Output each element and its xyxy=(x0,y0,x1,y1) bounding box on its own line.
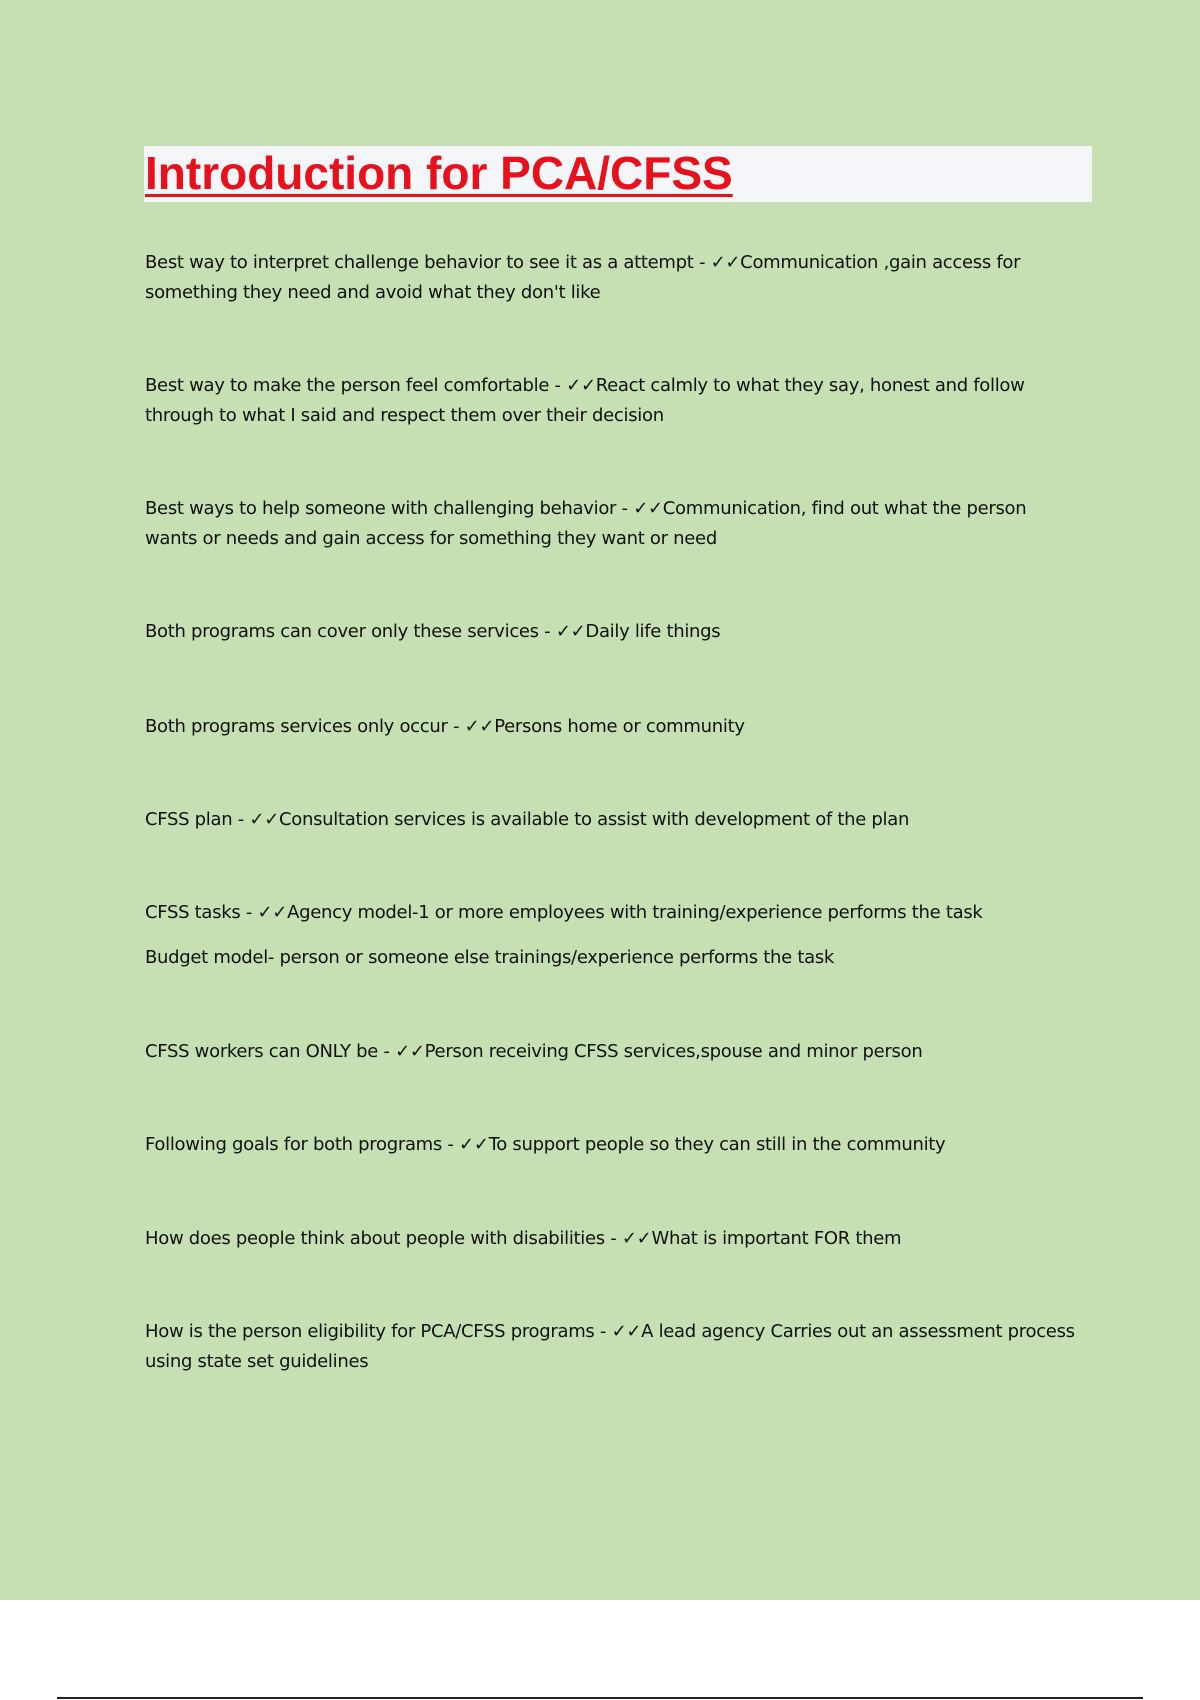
flashcard-answer: React calmly to what they say, honest and follow through to what I said and respect them over their decision xyxy=(145,375,1025,426)
double-check-icon: ✓✓ xyxy=(257,902,288,923)
flashcard-question: Both programs can cover only these services xyxy=(145,621,539,642)
flashcard-answer: Communication, find out what the person wants or needs and gain access for something they want or need xyxy=(145,498,1027,549)
flashcard-question: Both programs services only occur xyxy=(145,716,448,737)
double-check-icon: ✓✓ xyxy=(633,498,663,519)
flashcard-entry xyxy=(145,712,1075,742)
flashcard-answer: Agency model-1 or more employees with training/experience performs the task xyxy=(287,902,983,923)
separator-dash: - xyxy=(232,809,250,830)
flashcard-answer: Persons home or community xyxy=(494,716,745,737)
double-check-icon: ✓✓ xyxy=(249,809,279,830)
double-check-icon: ✓✓ xyxy=(395,1041,425,1062)
flashcard-entry xyxy=(145,1317,1075,1377)
document-title: Introduction for PCA/CFSS xyxy=(145,147,733,199)
flashcard-question: CFSS tasks xyxy=(145,902,241,923)
flashcard-question: CFSS plan xyxy=(145,809,233,830)
separator-dash: - xyxy=(378,1041,396,1062)
flashcard-entry xyxy=(145,1037,1075,1067)
double-check-icon: ✓✓ xyxy=(555,621,586,642)
double-check-icon: ✓✓ xyxy=(464,716,495,737)
footer-divider xyxy=(57,1697,1143,1699)
double-check-icon: ✓✓ xyxy=(459,1134,489,1155)
flashcard-answer: Daily life things xyxy=(585,621,721,642)
flashcard-answer-continued: Budget model- person or someone else trainings/experience performs the task xyxy=(145,947,835,968)
flashcard-answer: What is important FOR them xyxy=(651,1228,902,1249)
flashcard-question: Following goals for both programs xyxy=(145,1134,442,1155)
separator-dash: - xyxy=(549,375,567,396)
separator-dash: - xyxy=(594,1321,612,1342)
separator-dash: - xyxy=(604,1228,622,1249)
double-check-icon: ✓✓ xyxy=(611,1321,642,1342)
flashcard-entry xyxy=(145,248,1075,308)
flashcard-entry xyxy=(145,805,1075,835)
flashcard-question: CFSS workers can ONLY be xyxy=(145,1041,379,1062)
flashcard-answer: Consultation services is available to assist with development of the plan xyxy=(278,809,910,830)
separator-dash: - xyxy=(538,621,556,642)
double-check-icon: ✓✓ xyxy=(621,1228,652,1249)
flashcard-question: How does people think about people with disabilities xyxy=(145,1228,605,1249)
flashcard-answer: Person receiving CFSS services,spouse and minor person xyxy=(424,1041,923,1062)
flashcard-entry xyxy=(145,494,1075,554)
flashcard-answer: To support people so they can still in the community xyxy=(488,1134,946,1155)
flashcard-question: Best ways to help someone with challenging behavior xyxy=(145,498,617,519)
flashcard-question: Best way to interpret challenge behavior to see it as a attempt xyxy=(145,252,694,273)
flashcard-entry xyxy=(145,371,1075,431)
double-check-icon: ✓✓ xyxy=(710,252,741,273)
separator-dash: - xyxy=(693,252,711,273)
separator-dash: - xyxy=(240,902,258,923)
flashcard-entry xyxy=(145,1224,1075,1254)
flashcard-question: Best way to make the person feel comfortable xyxy=(145,375,550,396)
flashcard-question: How is the person eligibility for PCA/CFSS programs xyxy=(145,1321,595,1342)
flashcard-answer: A lead agency Carries out an assessment process using state set guidelines xyxy=(145,1321,1075,1372)
flashcard-answer: Communication ,gain access for something they need and avoid what they don't like xyxy=(145,252,1021,303)
separator-dash: - xyxy=(442,1134,460,1155)
double-check-icon: ✓✓ xyxy=(566,375,596,396)
flashcard-entry xyxy=(145,617,1075,647)
separator-dash: - xyxy=(447,716,465,737)
flashcard-entry xyxy=(145,1130,1075,1160)
separator-dash: - xyxy=(616,498,634,519)
flashcard-entry xyxy=(145,898,1075,973)
